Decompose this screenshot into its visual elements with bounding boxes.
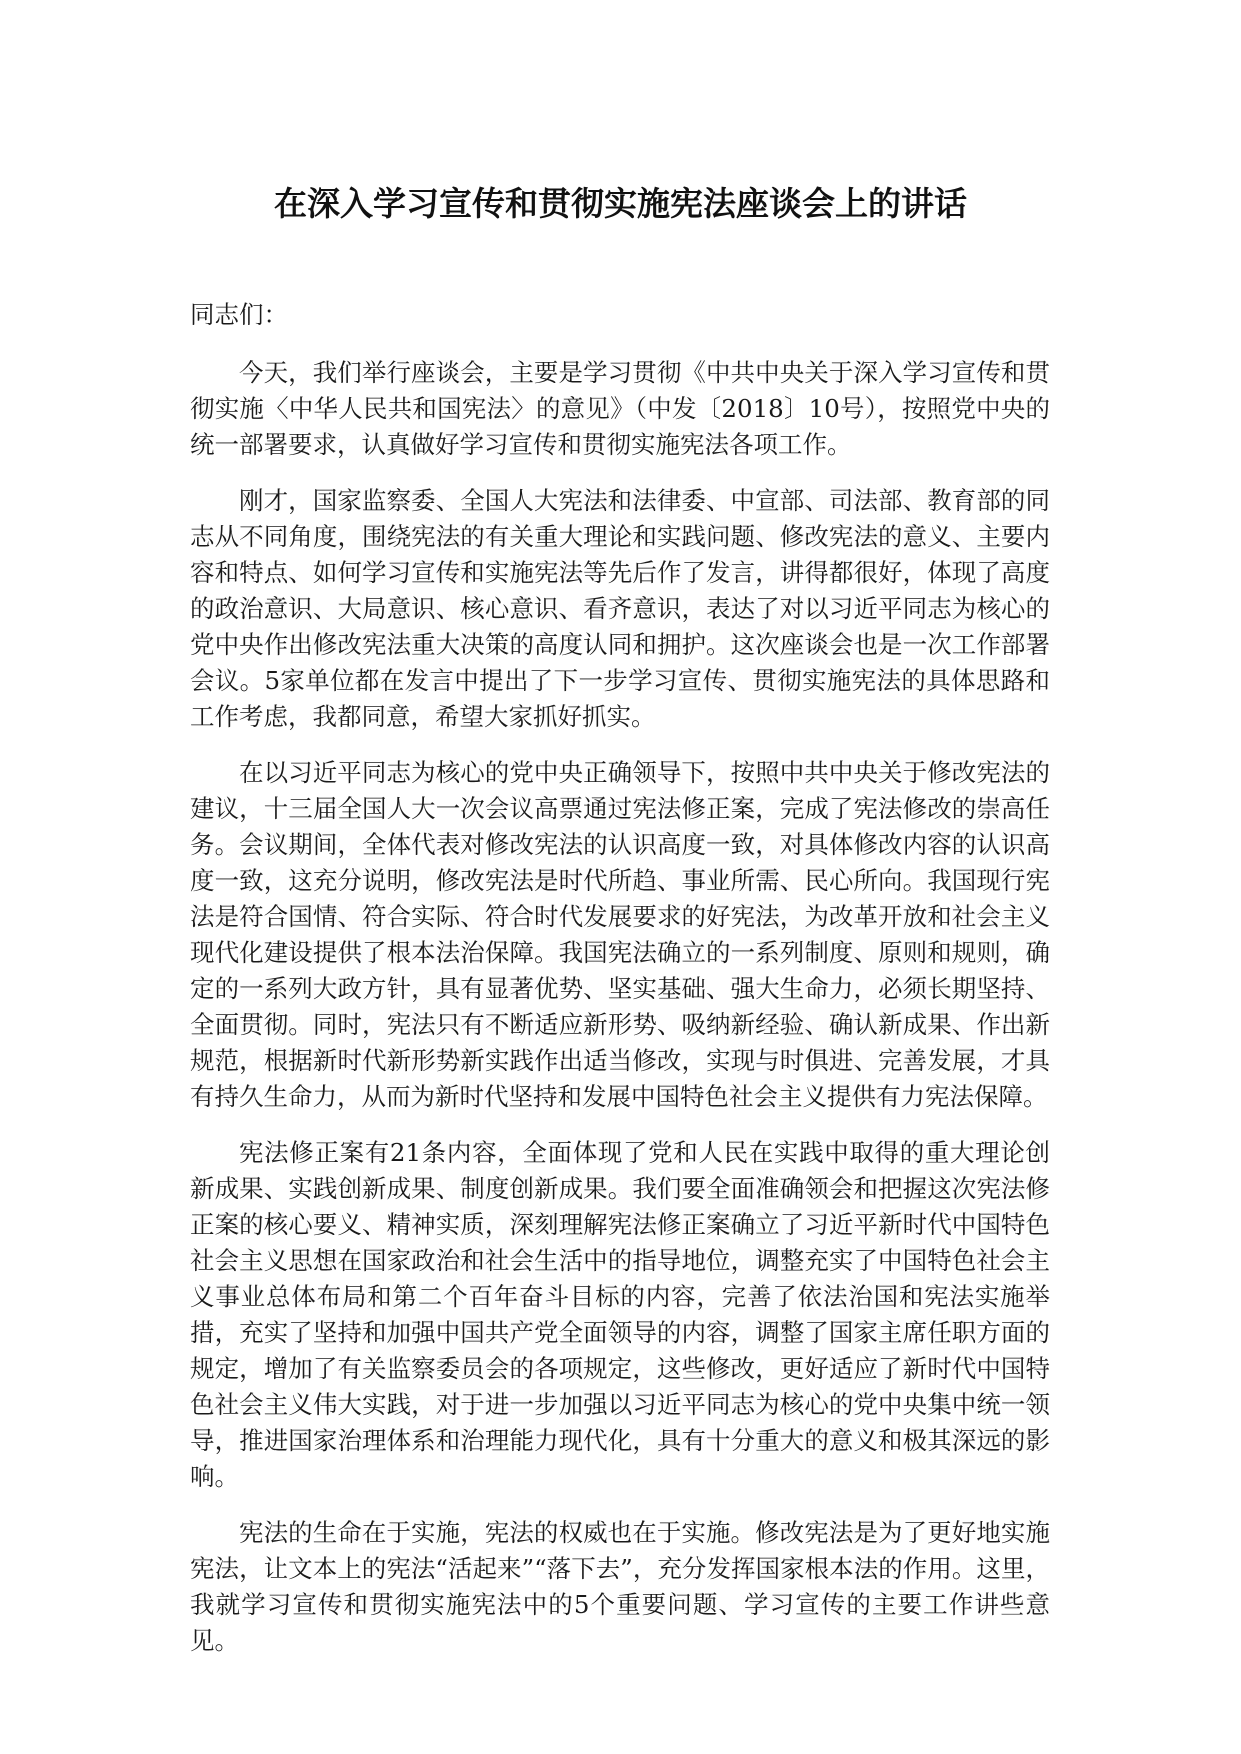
paragraph: 今天，我们举行座谈会，主要是学习贯彻《中共中央关于深入学习宣传和贯彻实施〈中华人民共和国宪法〉的意见》（中发〔2018〕10号），按照党中央的统一部署要求，认真做好学习宣传和贯彻实施宪法各项工作。 [190,358,1050,459]
paragraph: 宪法的生命在于实施，宪法的权威也在于实施。修改宪法是为了更好地实施宪法，让文本上的宪法“活起来”“落下去”，充分发挥国家根本法的作用。这里，我就学习宣传和贯彻实施宪法中的5个重要问题、学习宣传的主要工作讲些意见。 [190,1518,1050,1655]
document-title: 在深入学习宣传和贯彻实施宪法座谈会上的讲话 [274,184,967,224]
paragraph: 在以习近平同志为核心的党中央正确领导下，按照中共中央关于修改宪法的建议，十三届全国人大一次会议高票通过宪法修正案，完成了宪法修改的崇高任务。会议期间，全体代表对修改宪法的认识高度一致，对具体修改内容的认识高度一致，这充分说明，修改宪法是时代所趋、事业所需、民心所向。我国现行宪法是符合国情、符合实际、符合时代发展要求的好宪法，为改革开放和社会主义现代化建设提供了根本法治保障。我国宪法确立的一系列制度、原则和规则，确定的一系列大政方针，具有显著优势、坚实基础、强大生命力，必须长期坚持、全面贯彻。同时，宪法只有不断适应新形势、吸纳新经验、确认新成果、作出新规范，根据新时代新形势新实践作出适当修改，实现与时俱进、完善发展，才具有持久生命力，从而为新时代坚持和发展中国特色社会主义提供有力宪法保障。 [190,758,1050,1111]
greeting: 同志们： [190,300,288,329]
paragraph: 刚才，国家监察委、全国人大宪法和法律委、中宣部、司法部、教育部的同志从不同角度，围绕宪法的有关重大理论和实践问题、修改宪法的意义、主要内容和特点、如何学习宣传和实施宪法等先后作了发言，讲得都很好，体现了高度的政治意识、大局意识、核心意识、看齐意识，表达了对以习近平同志为核心的党中央作出修改宪法重大决策的高度认同和拥护。这次座谈会也是一次工作部署会议。5家单位都在发言中提出了下一步学习宣传、贯彻实施宪法的具体思路和工作考虑，我都同意，希望大家抓好抓实。 [190,486,1050,731]
paragraph: 宪法修正案有21条内容，全面体现了党和人民在实践中取得的重大理论创新成果、实践创新成果、制度创新成果。我们要全面准确领会和把握这次宪法修正案的核心要义、精神实质，深刻理解宪法修正案确立了习近平新时代中国特色社会主义思想在国家政治和社会生活中的指导地位，调整充实了中国特色社会主义事业总体布局和第二个百年奋斗目标的内容，完善了依法治国和宪法实施举措，充实了坚持和加强中国共产党全面领导的内容，调整了国家主席任职方面的规定，增加了有关监察委员会的各项规定，这些修改，更好适应了新时代中国特色社会主义伟大实践，对于进一步加强以习近平同志为核心的党中央集中统一领导，推进国家治理体系和治理能力现代化，具有十分重大的意义和极其深远的影响。 [190,1138,1050,1491]
document-body [190,297,1050,1679]
